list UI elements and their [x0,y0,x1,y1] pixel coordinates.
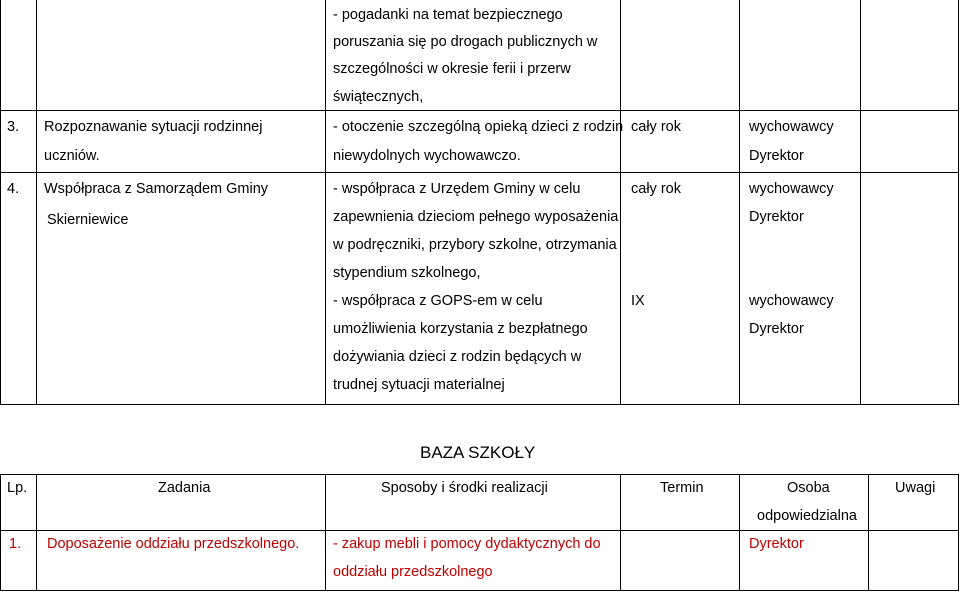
row4-methods-line-7: dożywiania dzieci z rodzin będących w [333,349,582,365]
row4-term-2: IX [631,293,645,309]
top-table-col-divider-3 [620,0,621,405]
header-uwagi: Uwagi [895,480,936,496]
row4-methods-line-4: stypendium szkolnego, [333,265,481,281]
row3-methods-line-1: - otoczenie szczególną opieką dzieci z rodzin [333,119,624,135]
section-title: BAZA SZKOŁY [420,443,536,462]
bottom-table-col-divider-2 [325,474,326,591]
row4-methods-line-3: w podręczniki, przybory szkolne, otrzymania [333,237,617,253]
row4-task-line-1: Współpraca z Samorządem Gminy [44,181,269,197]
cont-methods-line-4: świątecznych, [333,89,424,105]
cont-methods-line-3: szczególności w okresie ferii i przerw [333,61,571,77]
row3-task-line-1: Rozpoznawanie sytuacji rodzinnej [44,119,263,135]
bottom-table-bottom-border [0,590,959,591]
bottom-table-col-divider-5 [868,474,869,591]
header-osoba-line-2: odpowiedzialna [757,508,857,524]
row3-term: cały rok [631,119,681,135]
row3-methods-line-2: niewydolnych wychowawczo. [333,148,521,164]
bottom-table-left-border [0,474,1,591]
top-table-col-divider-2 [325,0,326,405]
row4-person1-line-2: Dyrektor [749,209,804,225]
cont-methods-line-1: - pogadanki na temat bezpiecznego [333,7,563,23]
row4-person1-line-1: wychowawcy [749,181,834,197]
row4-methods-line-5: - współpraca z GOPS-em w celu [333,293,543,309]
cont-methods-line-2: poruszania się po drogach publicznych w [333,34,598,50]
bottom-row1-task: Doposażenie oddziału przedszkolnego. [47,536,300,552]
row4-term-1: cały rok [631,181,681,197]
row4-person2-line-1: wychowawcy [749,293,834,309]
header-lp: Lp. [7,480,28,496]
top-table-bottom-border [0,404,959,405]
row4-person2-line-2: Dyrektor [749,321,804,337]
bottom-row1-number: 1. [9,536,22,552]
row3-person-line-2: Dyrektor [749,148,804,164]
row4-methods-line-1: - współpraca z Urzędem Gminy w celu [333,181,581,197]
top-table-left-border [0,0,1,405]
bottom-row1-person: Dyrektor [749,536,804,552]
top-table-col-divider-1 [36,0,37,405]
row4-number: 4. [7,181,20,197]
row3-task-line-2: uczniów. [44,148,100,164]
row3-number: 3. [7,119,20,135]
header-osoba-line-1: Osoba [787,480,830,496]
row4-methods-line-8: trudnej sytuacji materialnej [333,377,505,393]
bottom-row1-methods-line-1: - zakup mebli i pomocy dydaktycznych do [333,536,601,552]
bottom-table-col-divider-3 [620,474,621,591]
bottom-table-header-divider [0,530,959,531]
row3-person-line-1: wychowawcy [749,119,834,135]
bottom-table-top-border [0,474,959,475]
bottom-row1-methods-line-2: oddziału przedszkolnego [333,564,493,580]
top-table-col-divider-5 [860,0,861,405]
header-termin: Termin [660,480,704,496]
top-table-row-divider-1 [0,110,959,111]
top-table-row-divider-2 [0,172,959,173]
row4-methods-line-6: umożliwienia korzystania z bezpłatnego [333,321,588,337]
row4-task-line-2: Skierniewice [47,212,129,228]
top-table-col-divider-4 [739,0,740,405]
header-sposoby: Sposoby i środki realizacji [381,480,548,496]
bottom-table-col-divider-4 [739,474,740,591]
bottom-table-col-divider-1 [36,474,37,591]
row4-methods-line-2: zapewnienia dzieciom pełnego wyposażenia [333,209,619,225]
header-zadania: Zadania [158,480,211,496]
top-table-right-border [958,0,959,405]
bottom-table-right-border [958,474,959,591]
